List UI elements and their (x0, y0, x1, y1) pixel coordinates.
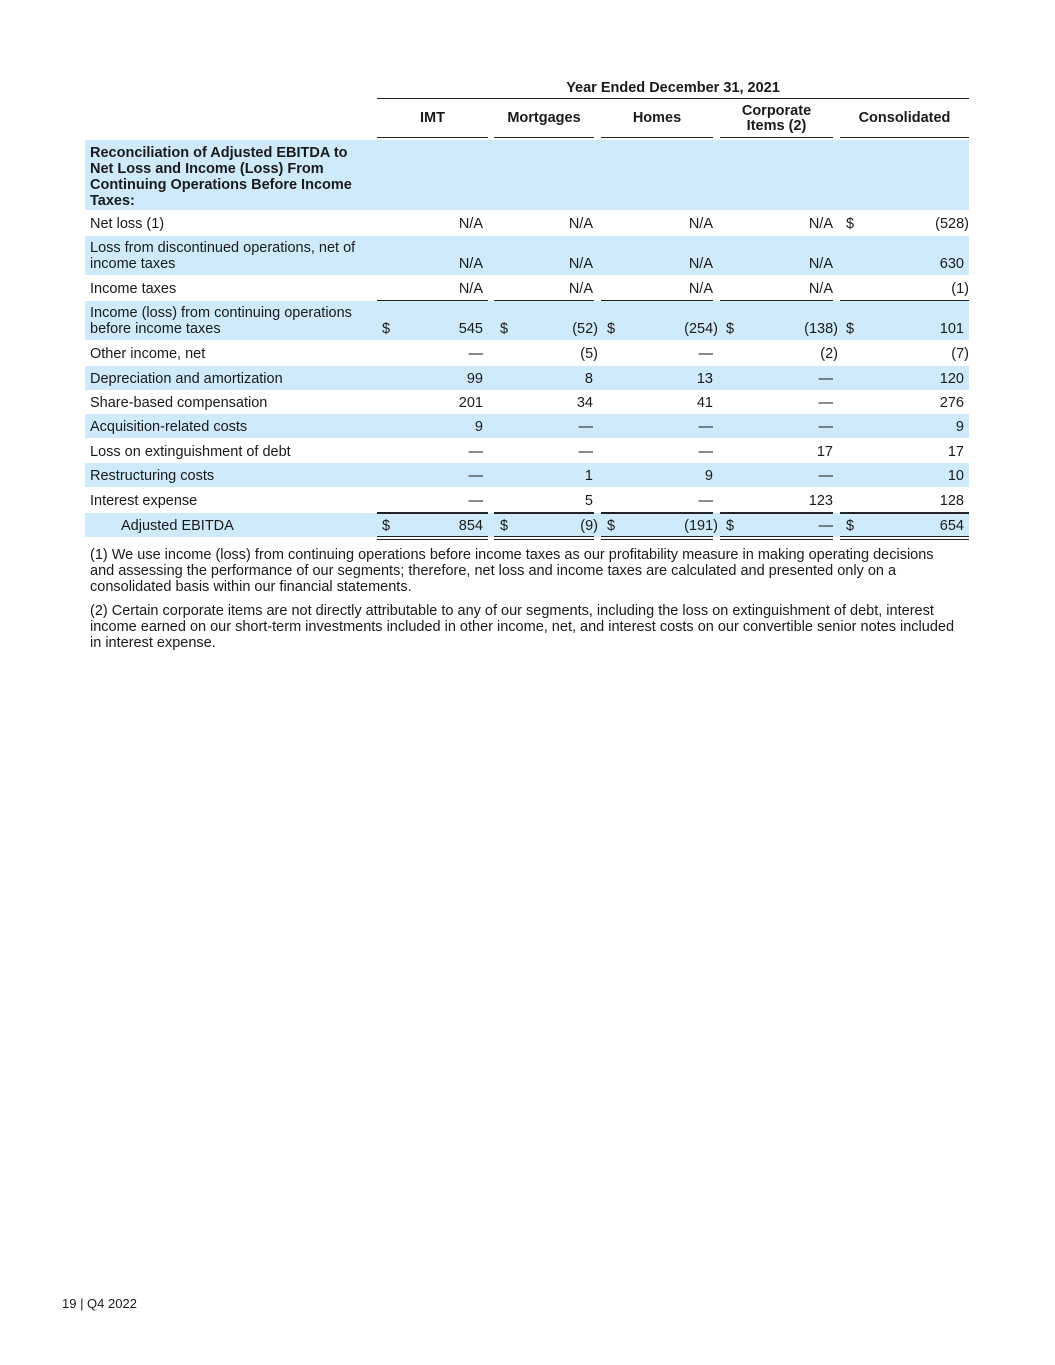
period-header-rule (377, 98, 969, 99)
table-row (85, 276, 969, 300)
row-label: Loss from discontinued operations, net of income taxes (90, 240, 356, 272)
column-header-homes: Homes (601, 100, 713, 138)
footnote-1: (1) We use income (loss) from continuing operations before income taxes as our profitability measure in making operating decisions and assessing the performance of our segments; therefore, net loss and income taxes are calculated and presented only on a consolidated basis within our financial statements. (90, 547, 934, 595)
row-label: Loss on extinguishment of debt (90, 444, 291, 460)
table-cell: (191) (684, 518, 718, 534)
table-cell: (254) (684, 321, 718, 337)
row-label: Restructuring costs (90, 468, 215, 484)
page-footer: 19 | Q4 2022 (62, 1296, 137, 1311)
table-cell: 120 (939, 371, 964, 387)
column-header-mortgages: Mortgages (494, 100, 594, 138)
currency-symbol: $ (846, 321, 855, 337)
column-header-corporate-items: Corporate Items (2) (720, 100, 833, 138)
table-row (85, 414, 969, 438)
table-row (85, 366, 969, 390)
total-top-rule (840, 513, 969, 514)
table-cell: — (578, 419, 593, 435)
table-cell: N/A (688, 281, 713, 297)
table-row (85, 463, 969, 487)
table-cell: 654 (939, 518, 964, 534)
table-cell: N/A (688, 256, 713, 272)
table-cell: — (818, 468, 833, 484)
currency-symbol: $ (726, 518, 735, 534)
table-cell: 10 (947, 468, 964, 484)
table-cell: — (818, 395, 833, 411)
table-cell: — (468, 346, 483, 362)
table-cell: N/A (808, 281, 833, 297)
table-row (85, 341, 969, 365)
total-top-rule (494, 513, 594, 514)
table-row (85, 211, 969, 235)
table-cell: 630 (939, 256, 964, 272)
table-cell: — (698, 346, 713, 362)
row-label: Net loss (1) (90, 216, 165, 232)
row-label: Acquisition-related costs (90, 419, 248, 435)
table-cell: 545 (458, 321, 483, 337)
table-cell: 17 (816, 444, 833, 460)
total-double-rule (720, 536, 833, 540)
total-top-rule (601, 513, 713, 514)
table-cell: N/A (808, 216, 833, 232)
table-cell: N/A (458, 256, 483, 272)
table-cell: 17 (947, 444, 964, 460)
footnote-2: (2) Certain corporate items are not directly attributable to any of our segments, including the loss on extinguishment of debt, interest income earned on our short-term investments included in other income, net, and interest costs on our convertible senior notes included in interest expense. (90, 603, 955, 651)
table-cell: — (578, 444, 593, 460)
table-cell: N/A (808, 256, 833, 272)
row-label: Share-based compensation (90, 395, 268, 411)
column-header-consolidated: Consolidated (840, 100, 969, 138)
table-row (85, 488, 969, 512)
table-row (85, 513, 969, 537)
table-cell: N/A (458, 216, 483, 232)
table-cell: 854 (458, 518, 483, 534)
total-top-rule (720, 513, 833, 514)
section-heading-row (85, 140, 969, 210)
currency-symbol: $ (382, 518, 391, 534)
table-row (85, 390, 969, 414)
table-cell: 201 (458, 395, 483, 411)
currency-symbol: $ (726, 321, 735, 337)
row-label: Interest expense (90, 493, 198, 509)
currency-symbol: $ (500, 321, 509, 337)
table-cell: (52) (572, 321, 598, 337)
table-cell: N/A (568, 256, 593, 272)
currency-symbol: $ (846, 216, 855, 232)
table-cell: (528) (935, 216, 969, 232)
table-cell: (7) (951, 346, 969, 362)
currency-symbol: $ (846, 518, 855, 534)
table-cell: — (698, 419, 713, 435)
table-row (85, 236, 969, 275)
period-header: Year Ended December 31, 2021 (566, 80, 780, 96)
table-cell: N/A (568, 216, 593, 232)
column-header-imt: IMT (377, 100, 488, 138)
currency-symbol: $ (607, 321, 616, 337)
row-label: Adjusted EBITDA (121, 518, 234, 534)
table-cell: 276 (939, 395, 964, 411)
table-cell: N/A (688, 216, 713, 232)
table-row (85, 301, 969, 340)
row-label: Depreciation and amortization (90, 371, 283, 387)
table-cell: — (698, 444, 713, 460)
row-label: Income (loss) from continuing operations before income taxes (90, 305, 352, 337)
table-cell: 99 (466, 371, 483, 387)
table-cell: 128 (939, 493, 964, 509)
currency-symbol: $ (382, 321, 391, 337)
table-cell: (1) (951, 281, 969, 297)
table-cell: 123 (808, 493, 833, 509)
table-cell: — (468, 468, 483, 484)
table-cell: 8 (584, 371, 593, 387)
table-cell: — (468, 444, 483, 460)
table-cell: (2) (820, 346, 838, 362)
table-cell: — (698, 493, 713, 509)
table-cell: — (818, 419, 833, 435)
currency-symbol: $ (500, 518, 509, 534)
total-double-rule (377, 536, 488, 540)
table-cell: 5 (584, 493, 593, 509)
table-cell: (9) (580, 518, 598, 534)
table-cell: — (818, 371, 833, 387)
table-cell: 9 (474, 419, 483, 435)
table-cell: — (818, 518, 833, 534)
table-cell: N/A (568, 281, 593, 297)
table-cell: 101 (939, 321, 964, 337)
row-label: Other income, net (90, 346, 206, 362)
total-top-rule (377, 513, 488, 514)
table-cell: 1 (584, 468, 593, 484)
total-double-rule (601, 536, 713, 540)
table-cell: (5) (580, 346, 598, 362)
total-double-rule (494, 536, 594, 540)
table-cell: 41 (696, 395, 713, 411)
table-cell: N/A (458, 281, 483, 297)
table-cell: — (468, 493, 483, 509)
table-cell: 13 (696, 371, 713, 387)
currency-symbol: $ (607, 518, 616, 534)
section-heading: Reconciliation of Adjusted EBITDA to Net Loss and Income (Loss) From Continuing Operations Before Income Taxes: (90, 145, 352, 209)
table-cell: 34 (576, 395, 593, 411)
table-cell: (138) (804, 321, 838, 337)
table-cell: 9 (704, 468, 713, 484)
table-row (85, 439, 969, 463)
table-cell: 9 (955, 419, 964, 435)
total-double-rule (840, 536, 969, 540)
row-label: Income taxes (90, 281, 177, 297)
